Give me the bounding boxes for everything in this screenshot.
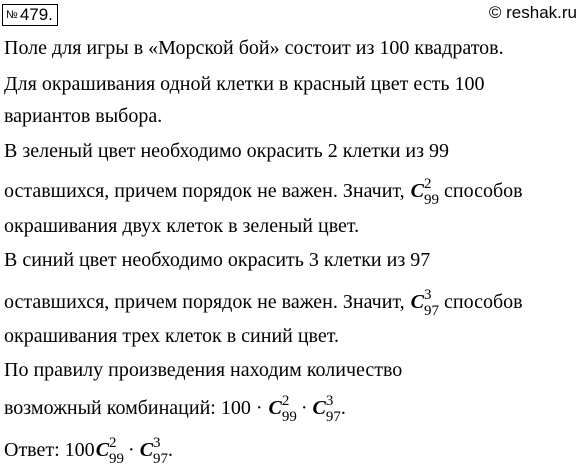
text-line-3: вариантов выбора.: [4, 105, 163, 127]
text-line-6: окрашивания двух клеток в зеленый цвет.: [4, 215, 360, 237]
green-sub: 99: [281, 409, 297, 426]
blue-indices: [424, 287, 439, 320]
number-sign: №: [6, 9, 18, 21]
combination-symbol: C: [139, 439, 154, 461]
text-line-1: Поле для игры в «Морской бой» состоит из 100 квадратов.: [4, 37, 504, 59]
green-indices: [424, 176, 439, 209]
blue-sub: 97: [325, 409, 341, 426]
green-indices: [281, 393, 297, 426]
text-line-5-text: оставшихся, причем порядок не важен. Значит,: [4, 180, 410, 202]
multiply-dot: ·: [300, 397, 308, 419]
text-line-11-text: возможный комбинаций: 100 ·: [4, 397, 268, 419]
text-line-5-after: способов: [439, 180, 523, 202]
blue-sup: 3: [325, 393, 334, 410]
answer-label: Ответ: 100: [4, 439, 95, 461]
blue-sub: 97: [153, 451, 169, 468]
blue-sup: 3: [424, 287, 432, 304]
green-sub: 99: [109, 451, 125, 468]
text-line-8: [4, 287, 523, 320]
answer-line: [4, 435, 174, 468]
combination-symbol: C: [95, 439, 110, 461]
text-line-2: Для окрашивания одной клетки в красный цвет есть 100: [4, 73, 485, 95]
site-credit: © reshak.ru: [488, 3, 577, 22]
green-sub: 99: [424, 192, 439, 209]
blue-indices: [325, 393, 341, 426]
text-line-11: [4, 393, 346, 426]
blue-sup: 3: [153, 435, 161, 452]
combination-symbol: C: [410, 291, 424, 313]
combination-symbol: C: [312, 397, 326, 419]
problem-number: 479.: [19, 5, 53, 24]
header: [0, 0, 581, 30]
text-line-10: По правилу произведения находим количество: [4, 359, 403, 381]
green-sup: 2: [109, 435, 117, 452]
green-sup: 2: [424, 176, 432, 193]
combination-symbol: C: [268, 397, 282, 419]
text-line-4: В зеленый цвет необходимо окрасить 2 клетки из 99: [4, 140, 450, 162]
blue-indices: [153, 435, 169, 468]
text-line-8-text: оставшихся, причем порядок не важен. Значит,: [4, 291, 410, 313]
text-line-7: В синий цвет необходимо окрасить 3 клетки из 97: [4, 249, 431, 271]
green-sup: 2: [281, 393, 290, 410]
multiply-dot: ·: [128, 439, 135, 461]
blue-sub: 97: [424, 303, 439, 320]
period: .: [168, 439, 174, 461]
text-line-9: окрашивания трех клеток в синий цвет.: [4, 325, 339, 347]
period: .: [340, 397, 346, 419]
text-line-8-after: способов: [439, 291, 523, 313]
combination-symbol: C: [410, 180, 424, 202]
green-indices: [109, 435, 125, 468]
text-line-5: [4, 176, 523, 209]
problem-number-badge: [2, 4, 58, 26]
